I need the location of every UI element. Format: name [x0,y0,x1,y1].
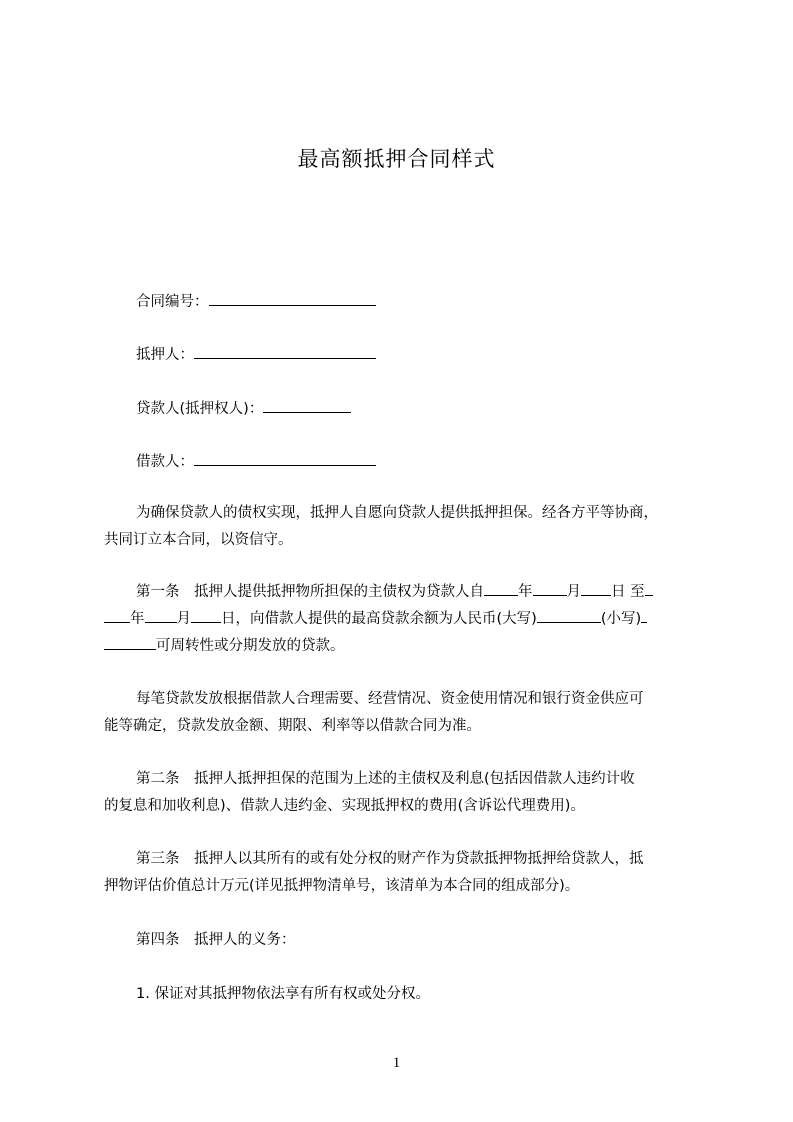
contract-number-label: 合同编号： [136,294,209,310]
start-year-blank [484,581,518,596]
article-1-end-year-label: 年 [130,611,145,627]
article-2-line-1: 第二条 抵押人抵押担保的范围为上述的主债权及利息(包括因借款人违约计收 [136,771,635,787]
mortgagor-label: 抵押人： [136,347,194,363]
article-1-text-a: 第一条 抵押人提供抵押物所担保的主债权为贷款人自 [136,584,484,600]
lender-field [136,398,351,419]
article-1-month-label: 月 [566,584,581,600]
lender-label: 贷款人(抵押权人)： [136,401,264,417]
end-year-blank-start [645,581,653,596]
preamble-line-2: 共同订立本合同，以资信守。 [104,532,293,548]
article-1-year-label: 年 [518,584,533,600]
article-1-line-3 [104,633,698,660]
end-day-blank [191,608,221,623]
amount-numeric-blank [104,635,156,650]
start-month-blank [533,581,567,596]
article-1-line-2 [104,606,698,633]
article-4-heading: 第四条 抵押人的义务： [136,932,296,948]
document-title: 最高额抵押合同样式 [297,147,496,171]
start-day-blank [581,581,611,596]
article-1-text-d: (小写) [600,611,642,627]
borrower-blank [194,451,376,466]
borrower-label: 借款人： [136,454,194,470]
amount-uppercase-blank [537,608,601,623]
borrower-field [136,451,376,472]
article-2-paragraph [104,766,698,820]
preamble-line-1: 为确保贷款人的债权实现，抵押人自愿向贷款人提供抵押担保。经各方平等协商， [136,505,658,521]
contract-number-blank [209,291,376,306]
mortgagor-field [136,344,376,365]
article-1-paragraph [104,579,698,660]
lender-blank [263,398,351,413]
preamble-paragraph [104,500,698,554]
article-1-line-1 [104,579,698,606]
article-1-text-e: 可周转性或分期发放的贷款。 [156,638,345,654]
end-month-blank [145,608,177,623]
end-year-blank [104,608,130,623]
article-3-paragraph [104,846,698,900]
loan-issuance-line-1: 每笔贷款发放根据借款人合理需要、经营情况、资金使用情况和银行资金供应可 [136,691,644,707]
article-3-line-2: 押物评估价值总计万元(详见抵押物清单号，该清单为本合同的组成部分)。 [104,878,580,894]
loan-issuance-line-2: 能等确定，贷款发放金额、期限、利率等以借款合同为准。 [104,718,481,734]
article-2-line-2: 的复息和加收利息)、借款人违约金、实现抵押权的费用(含诉讼代理费用)。 [104,798,585,814]
contract-number-field [136,291,376,312]
article-1-day-label: 日 至 [611,584,645,600]
loan-issuance-paragraph [104,686,698,740]
mortgagor-blank [194,344,376,359]
article-1-text-c: 日，向借款人提供的最高贷款余额为人民币(大写) [221,611,537,627]
amount-numeric-blank-start [641,608,647,623]
article-3-line-1: 第三条 抵押人以其所有的或有处分权的财产作为贷款抵押物抵押给贷款人，抵 [136,851,644,867]
article-4-item-1: 1. 保证对其抵押物依法享有所有权或处分权。 [136,986,430,1002]
page-number: 1 [392,1055,401,1071]
article-1-end-month-label: 月 [176,611,191,627]
